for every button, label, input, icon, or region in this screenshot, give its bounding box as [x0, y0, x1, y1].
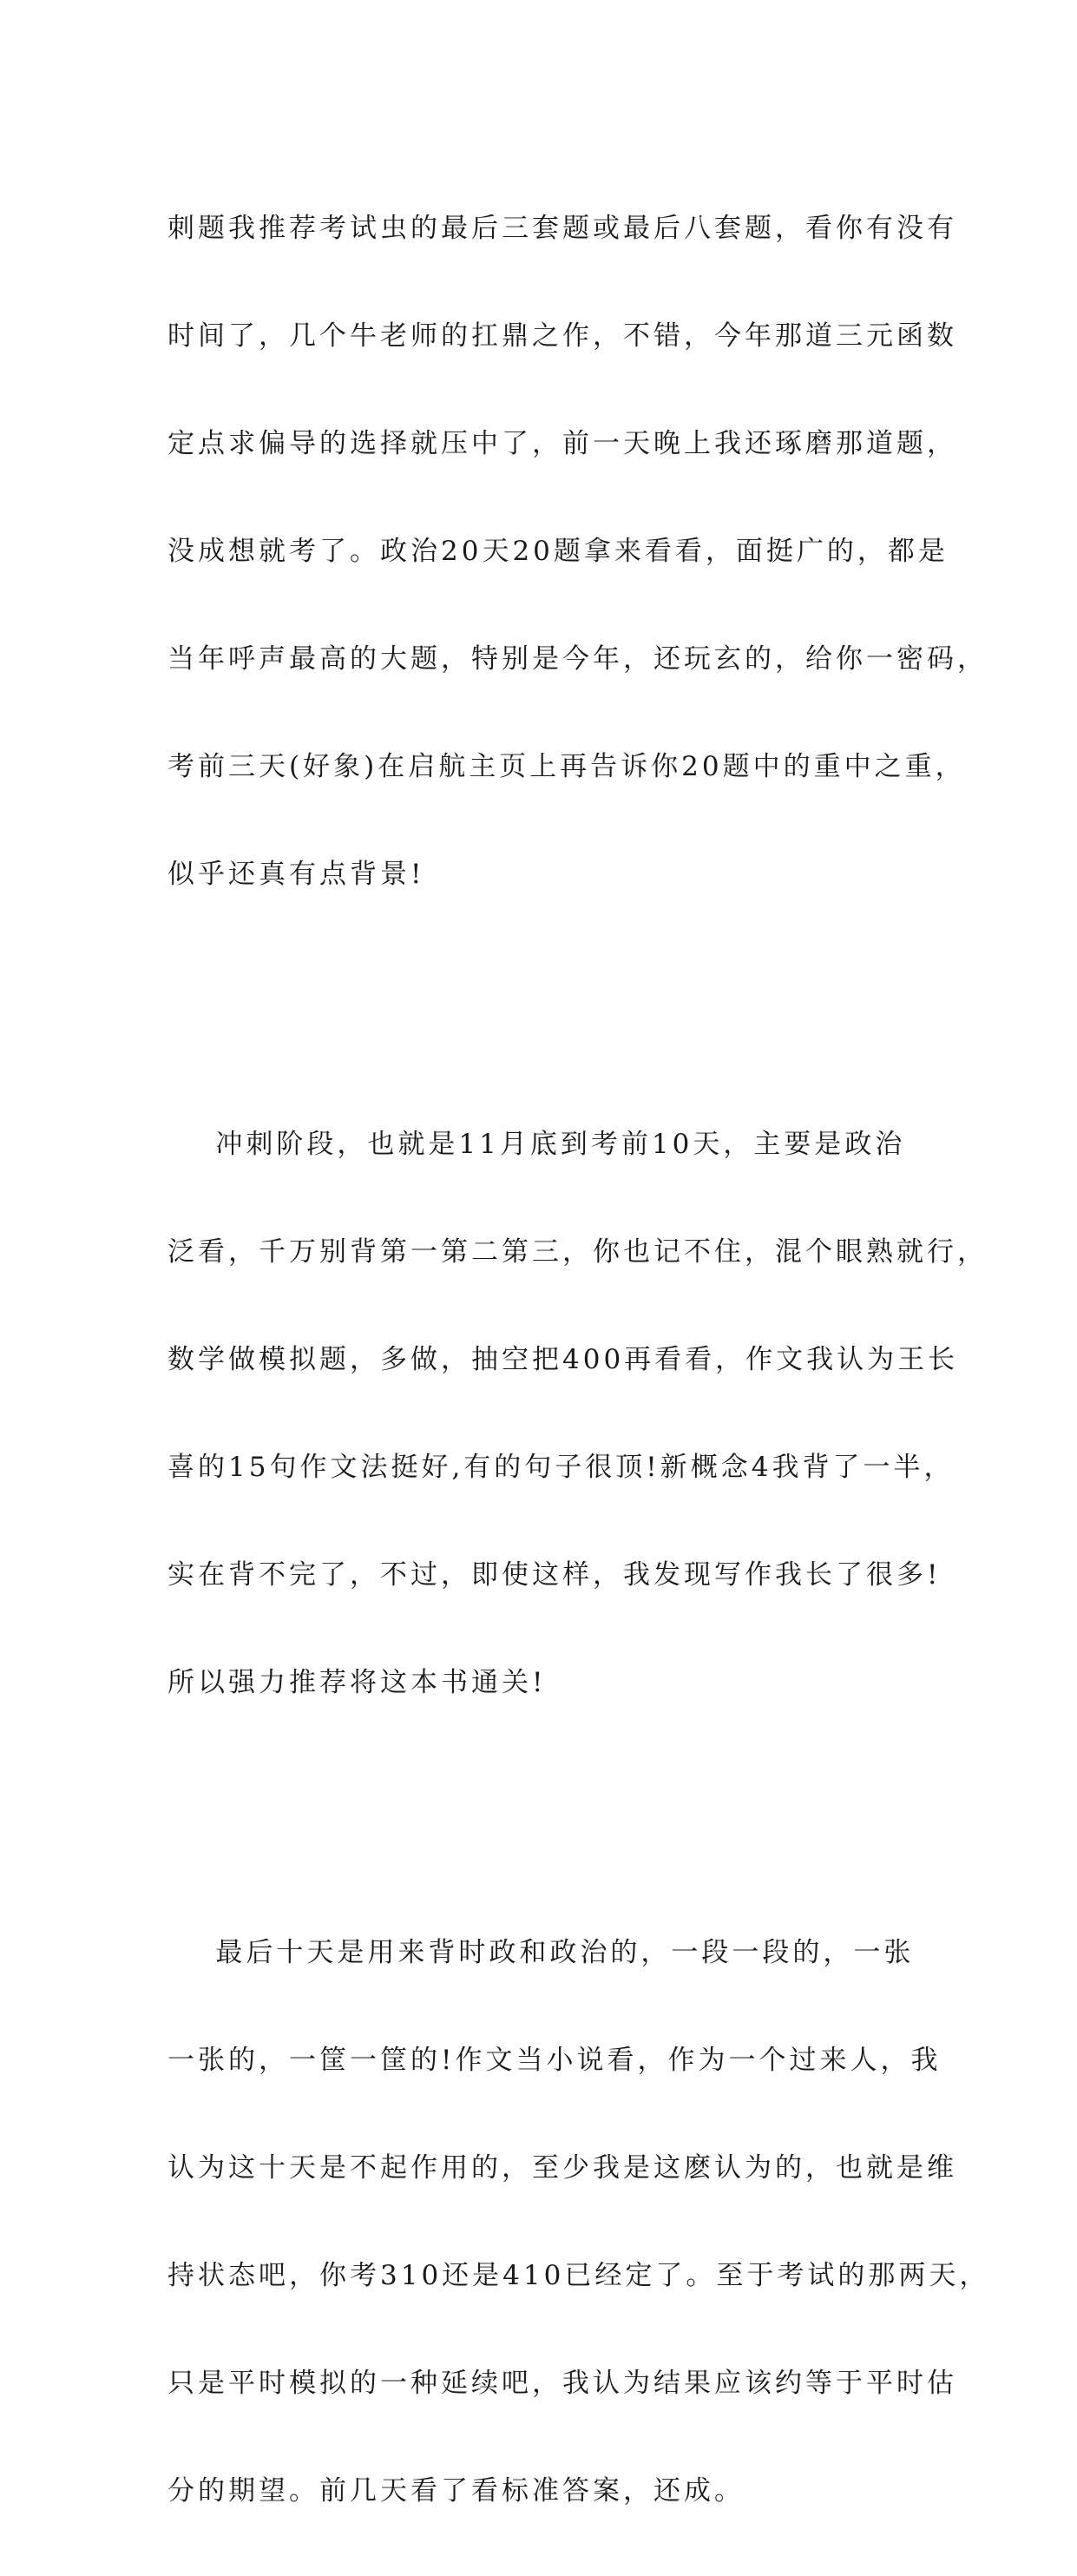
text-line: 喜的15句作文法挺好,有的句子很顶!新概念4我背了一半，: [167, 1452, 955, 1483]
text-line: 冲刺阶段，也就是11月底到考前10天，主要是政治: [167, 1129, 906, 1160]
text-line: 只是平时模拟的一种延续吧，我认为结果应该约等于平时估: [167, 2368, 957, 2399]
text-line: 当年呼声最高的大题，特别是今年，还玩玄的，给你一密码，: [167, 643, 988, 675]
document-body: [167, 143, 990, 2576]
text-line: 刺题我推荐考试虫的最后三套题或最后八套题，看你有没有: [167, 213, 957, 244]
text-line: 似乎还真有点背景!: [167, 859, 425, 890]
text-line: 实在背不完了，不过，即使这样，我发现写作我长了很多!: [167, 1559, 942, 1591]
paragraph-2: [167, 1059, 988, 1768]
text-line: 所以强力推荐将这本书通关!: [167, 1667, 547, 1698]
text-line: 持状态吧，你考310还是410已经定了。至于考试的那两天，: [167, 2260, 990, 2291]
text-line: 定点求偏导的选择就压中了，前一天晚上我还琢磨那道题，: [167, 428, 957, 459]
text-line: 时间了，几个牛老师的扛鼎之作，不错，今年那道三元函数: [167, 320, 957, 352]
text-line: 没成想就考了。政治20天20题拿来看看，面挺广的，都是: [167, 536, 949, 567]
paragraph-3: [167, 1868, 990, 2576]
paragraph-1: [167, 143, 988, 959]
text-line: 最后十天是用来背时政和政治的，一段一段的，一张: [167, 1937, 915, 1968]
text-line: 考前三天(好象)在启航主页上再告诉你20题中的重中之重，: [167, 751, 966, 782]
text-line: 泛看，千万别背第一第二第三，你也记不住，混个眼熟就行，: [167, 1236, 988, 1268]
text-line: 认为这十天是不起作用的，至少我是这麽认为的，也就是维: [167, 2152, 957, 2184]
text-line: 一张的，一筐一筐的!作文当小说看，作为一个过来人，我: [167, 2045, 942, 2076]
text-line: 分的期望。前几天看了看标准答案，还成。: [167, 2475, 745, 2507]
text-line: 数学做模拟题，多做，抽空把400再看看，作文我认为王长: [167, 1344, 959, 1375]
